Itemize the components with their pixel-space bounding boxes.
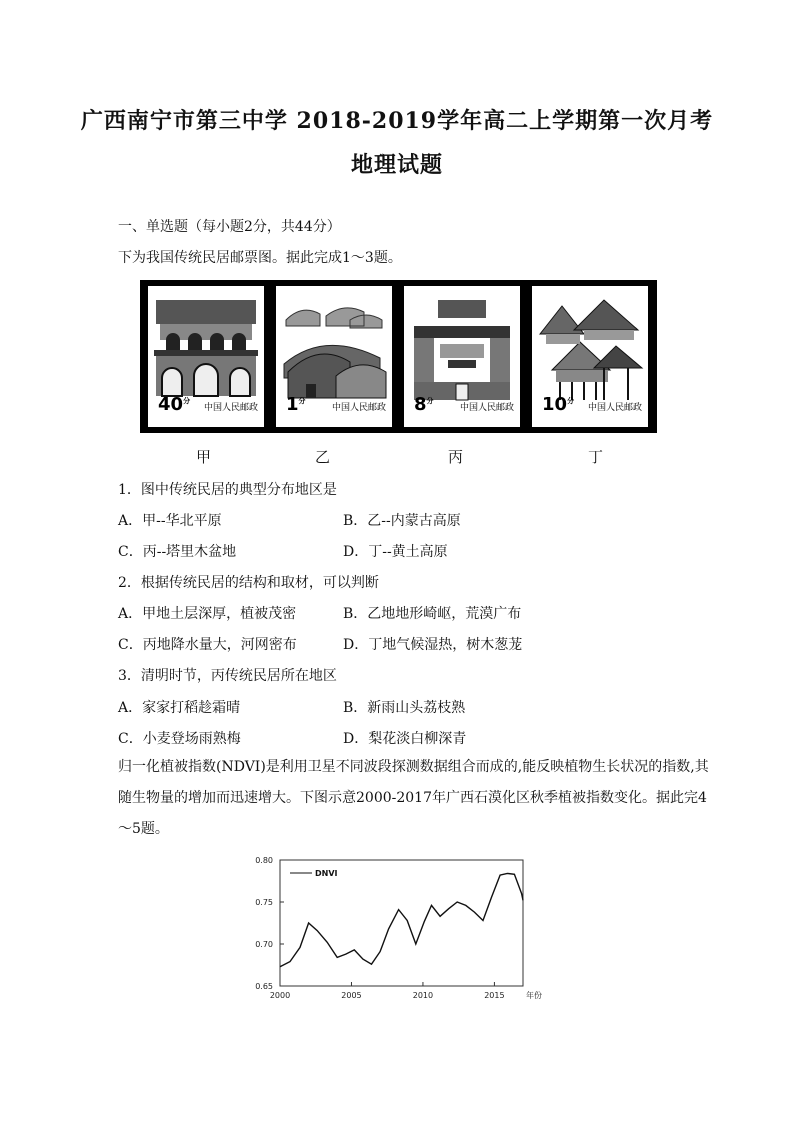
y-tick-label: 0.80	[255, 856, 273, 865]
plot-frame	[280, 860, 523, 986]
q1-stem: 1．图中传统民居的典型分布地区是	[118, 482, 337, 498]
y-tick-label: 0.70	[255, 940, 273, 949]
section-heading: 一、单选题（每小题2分，共44分）	[118, 219, 341, 235]
stamp-value: $40^分$	[158, 394, 191, 415]
q3-option-b: B．新雨山头荔枝熟	[343, 700, 466, 716]
stamp-ding	[532, 286, 648, 427]
stamp-yi	[276, 286, 392, 427]
intro-stamps: 下为我国传统民居邮票图。据此完成1～3题。	[118, 250, 402, 266]
caption-ding: 丁	[588, 448, 604, 466]
stamp-value: $1^分$	[286, 394, 306, 415]
x-axis-label: 年份	[526, 991, 542, 1000]
caption-yi: 乙	[315, 448, 331, 466]
stamp-bing	[404, 286, 520, 427]
x-tick-label: 2005	[341, 991, 362, 1000]
q1-option-d: D．丁--黄土高原	[343, 544, 448, 560]
page-title: 广西南宁市第三中学 2018-2019学年高二上学期第一次月考	[80, 108, 714, 134]
q1-option-b: B．乙--内蒙古高原	[343, 513, 461, 529]
caption-jia: 甲	[196, 448, 212, 466]
stamp-jia	[148, 286, 264, 427]
x-tick-label: 2015	[484, 991, 505, 1000]
q1-option-a: A．甲--华北平原	[118, 513, 222, 529]
caption-bing: 丙	[448, 448, 464, 466]
stamp-value: $8^分$	[414, 394, 434, 415]
x-tick-label: 2010	[412, 991, 434, 1000]
q2-option-a: A．甲地土层深厚，植被茂密	[118, 606, 297, 622]
legend-label: DNVI	[315, 869, 338, 878]
q3-option-a: A．家家打稻趁霜晴	[118, 700, 241, 716]
q2-stem: 2．根据传统民居的结构和取材，可以判断	[118, 575, 379, 591]
stamp-issuer: 中国人民邮政	[331, 403, 386, 413]
ndvi-series-line	[280, 873, 523, 966]
q3-option-d: D．梨花淡白柳深青	[343, 731, 467, 747]
y-tick-label: 0.65	[255, 982, 273, 991]
q2-option-c: C．丙地降水量大，河网密布	[118, 637, 297, 653]
stamp-value: $10^分$	[542, 394, 575, 415]
q2-option-b: B．乙地地形崎岖，荒漠广布	[343, 606, 522, 622]
intro-ndvi: 归一化植被指数(NDVI)是利用卫星不同波段探测数据组合而成的,能反映植物生长状况的指数,其随生物量的增加而迅速增大。下图示意2000-2017年广西石漠化区秋季植被指数变化。据此完4～5题。	[118, 759, 709, 837]
x-tick-label: 2000	[269, 991, 291, 1000]
ndvi-line-chart	[240, 853, 550, 1003]
page-subtitle: 地理试题	[350, 152, 443, 178]
stamp-issuer: 中国人民邮政	[203, 403, 258, 413]
q3-option-c: C．小麦登场雨熟梅	[118, 731, 241, 747]
q3-stem: 3．清明时节，丙传统民居所在地区	[118, 668, 337, 684]
y-tick-label: 0.75	[255, 898, 273, 907]
stamp-strip	[140, 280, 657, 433]
q2-option-d: D．丁地气候湿热，树木葱茏	[343, 637, 523, 653]
stamp-issuer: 中国人民邮政	[587, 403, 642, 413]
q1-option-c: C．丙--塔里木盆地	[118, 544, 237, 560]
stamp-issuer: 中国人民邮政	[459, 403, 514, 413]
